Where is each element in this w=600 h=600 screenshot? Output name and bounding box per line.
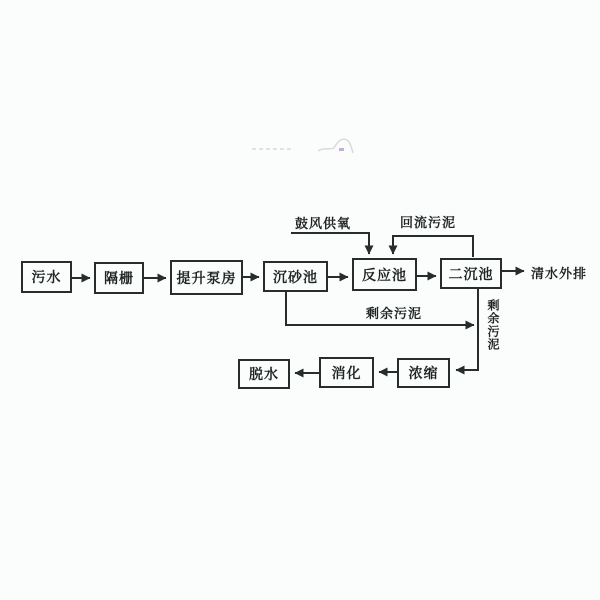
label-return-sludge: 回流污泥 (400, 216, 457, 231)
edge-return-sludge (393, 236, 473, 257)
label-excess-sludge-vertical: 剩余污泥 (486, 299, 500, 351)
node-grit-chamber: 沉砂池 (263, 261, 328, 292)
node-reaction-tank: 反应池 (352, 258, 417, 291)
edge-clarifier-thickening (456, 289, 478, 370)
node-sewage: 污水 (21, 261, 72, 293)
label-excess-sludge: 剩余污泥 (366, 307, 423, 322)
node-thickening: 浓缩 (397, 358, 450, 388)
node-secondary-clarifier: 二沉池 (440, 258, 502, 289)
watermark-smudge (252, 139, 353, 153)
node-digestion: 消化 (319, 357, 374, 388)
node-dewatering: 脱水 (238, 359, 290, 389)
label-blower-oxygen: 鼓风供氧 (295, 217, 352, 232)
edge-blower-reaction (291, 233, 369, 254)
node-bar-screen: 隔栅 (94, 262, 144, 294)
label-effluent: 清水外排 (531, 267, 588, 282)
node-lift-pump-station: 提升泵房 (170, 260, 243, 295)
